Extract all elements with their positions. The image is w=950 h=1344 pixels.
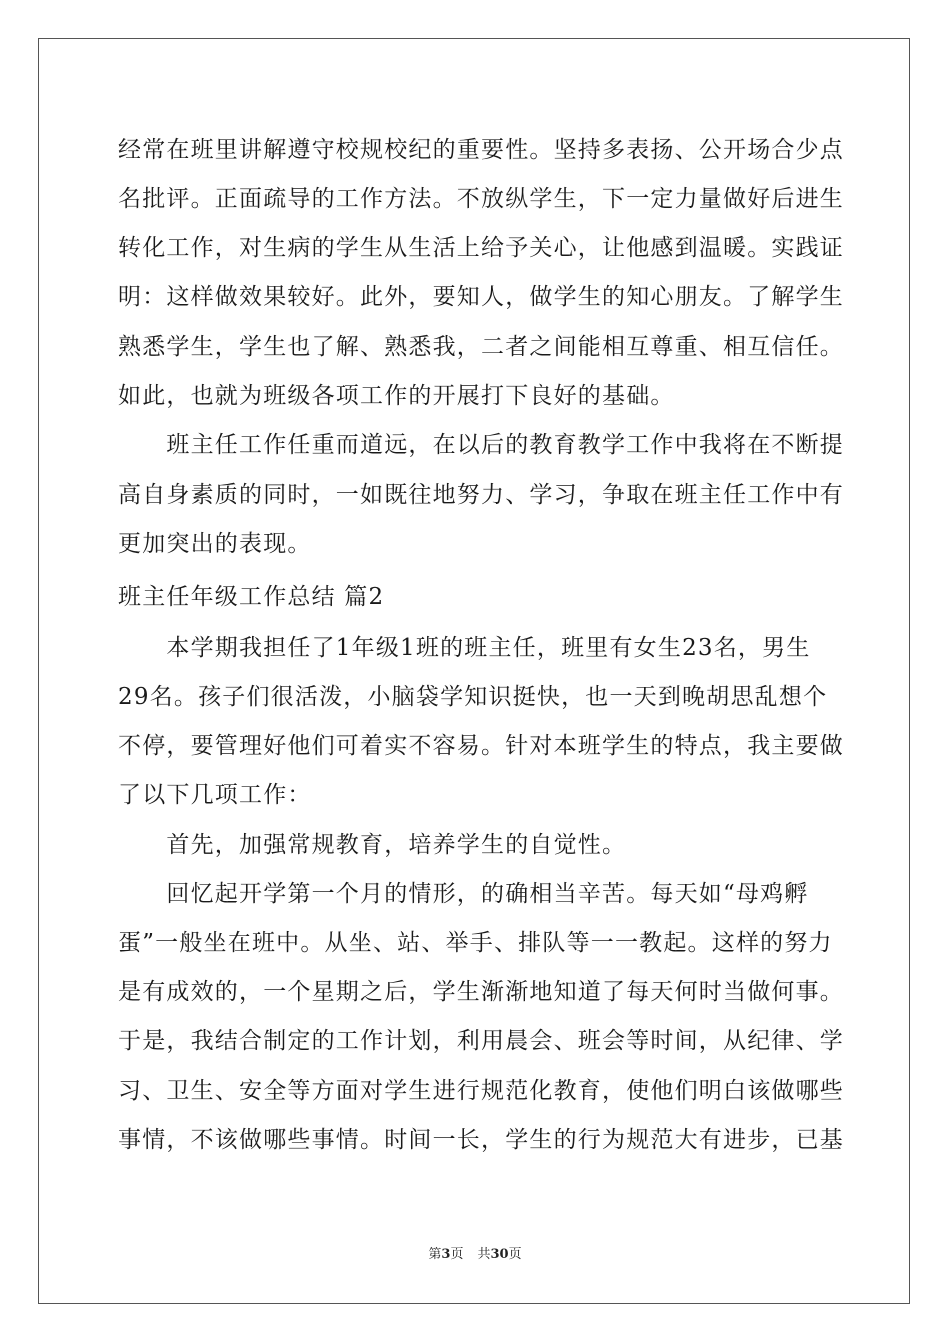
text-line: 是有成效的，一个星期之后，学生渐渐地知道了每天何时当做何事。 (118, 979, 844, 1005)
text-line: 不停，要管理好他们可着实不容易。针对本班学生的特点，我主要做 (118, 733, 844, 759)
text-line: 了以下几项工作： (118, 782, 312, 808)
text-line: 回忆起开学第一个月的情形，的确相当辛苦。每天如“母鸡孵 (118, 881, 809, 907)
text-line: 29名。孩子们很活泼，小脑袋学知识挺快，也一天到晚胡思乱想个 (118, 684, 828, 710)
total-suffix: 页 (508, 1247, 522, 1262)
text-line: 于是，我结合制定的工作计划，利用晨会、班会等时间，从纪律、学 (118, 1028, 844, 1054)
text-line: 名批评。正面疏导的工作方法。不放纵学生，下一定力量做好后进生 (118, 186, 844, 212)
total-prefix: 共 (477, 1247, 491, 1262)
text-line: 高自身素质的同时，一如既往地努力、学习，争取在班主任工作中有 (118, 482, 844, 508)
text-line: 事情，不该做哪些事情。时间一长，学生的行为规范大有进步，已基 (118, 1127, 844, 1153)
text-line: 习、卫生、安全等方面对学生进行规范化教育，使他们明白该做哪些 (118, 1078, 844, 1104)
page-suffix: 页 (450, 1247, 464, 1262)
section-heading: 班主任年级工作总结 篇2 (118, 584, 385, 610)
page-border (38, 38, 910, 1304)
text-line: 经常在班里讲解遵守校规校纪的重要性。坚持多表扬、公开场合少点 (118, 137, 844, 163)
text-line: 班主任工作任重而道远，在以后的教育教学工作中我将在不断提 (118, 432, 844, 458)
text-line: 首先，加强常规教育，培养学生的自觉性。 (118, 832, 627, 858)
text-line: 如此，也就为班级各项工作的开展打下良好的基础。 (118, 383, 675, 409)
text-line: 熟悉学生，学生也了解、熟悉我，二者之间能相互尊重、相互信任。 (118, 334, 844, 360)
text-line: 转化工作，对生病的学生从生活上给予关心，让他感到温暖。实践证 (118, 235, 844, 261)
text-line: 明：这样做效果较好。此外，要知人，做学生的知心朋友。了解学生 (118, 284, 844, 310)
text-line: 更加突出的表现。 (118, 531, 312, 557)
page-prefix: 第 (428, 1247, 442, 1262)
current-page-number: 3 (441, 1247, 451, 1262)
page-footer (0, 1247, 950, 1263)
text-line: 蛋”一般坐在班中。从坐、站、举手、排队等一一教起。这样的努力 (118, 930, 833, 956)
total-page-count: 30 (490, 1247, 509, 1262)
text-line: 本学期我担任了1年级1班的班主任，班里有女生23名，男生 (118, 635, 811, 661)
